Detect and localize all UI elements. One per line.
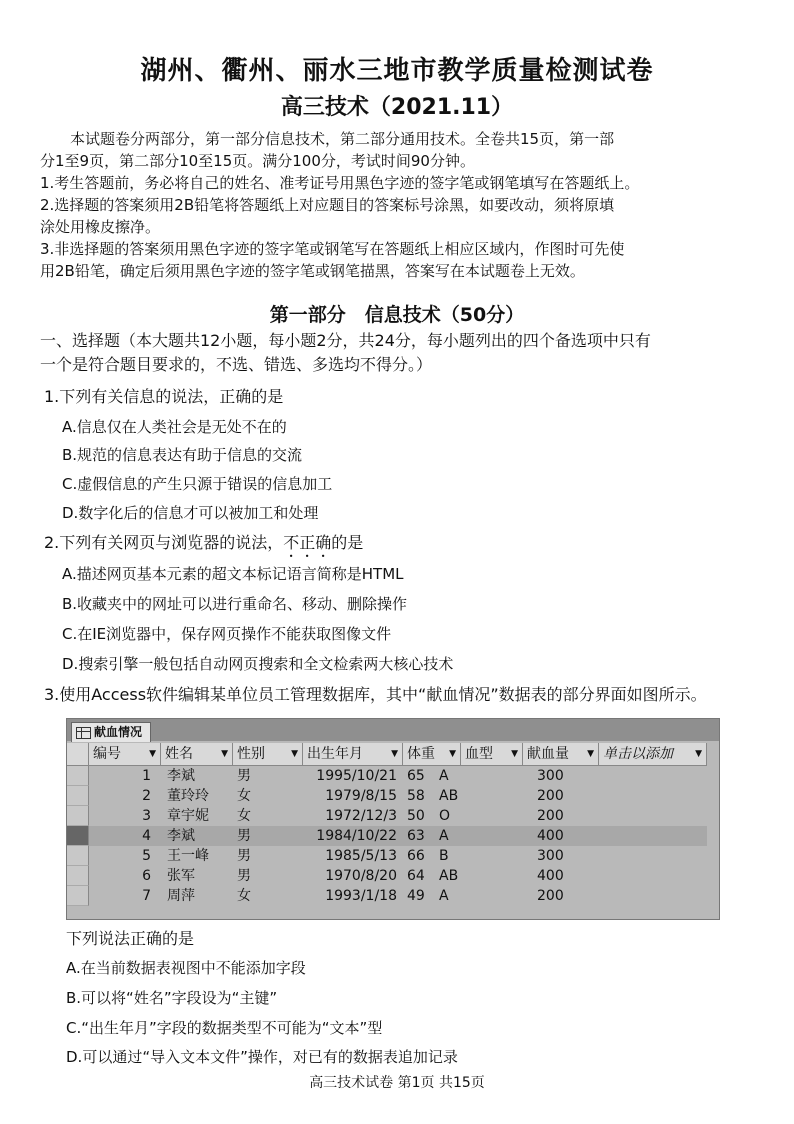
cell-amount[interactable]: 300	[537, 768, 564, 784]
question-2-option-a: A.描述网页基本元素的超文本标记语言简称是HTML	[62, 565, 404, 583]
access-datasheet-window	[66, 718, 720, 920]
column-header-label: 献血量	[527, 746, 569, 762]
cell-birth[interactable]: 1979/8/15	[325, 788, 397, 804]
dropdown-arrow-icon[interactable]: ▼	[511, 749, 518, 759]
select-all-corner[interactable]	[67, 743, 89, 765]
cell-weight[interactable]: 64	[407, 868, 425, 884]
dropdown-arrow-icon[interactable]: ▼	[449, 749, 456, 759]
cell-blood-type[interactable]: A	[439, 828, 449, 844]
cell-birth[interactable]: 1985/5/13	[325, 848, 397, 864]
question-1-option-b: B.规范的信息表达有助于信息的交流	[62, 446, 303, 464]
instruction-line: 涂处用橡皮擦净。	[40, 218, 161, 236]
column-header-blood-type[interactable]	[461, 743, 523, 765]
dropdown-arrow-icon[interactable]: ▼	[291, 749, 298, 759]
cell-blood-type[interactable]: A	[439, 768, 449, 784]
table-row[interactable]	[67, 786, 707, 806]
cell-id[interactable]: 7	[142, 888, 151, 904]
instruction-line: 分1至9页，第二部分10至15页。满分100分，考试时间90分钟。	[40, 152, 475, 170]
table-tab[interactable]	[71, 722, 151, 742]
column-header-row	[67, 743, 707, 766]
record-selector[interactable]	[67, 766, 89, 786]
question-2-option-d: D.搜索引擎一般包括自动网页搜索和全文检索两大核心技术	[62, 655, 454, 673]
question-2-emphasis: 不正确	[283, 533, 332, 552]
dropdown-arrow-icon[interactable]: ▼	[391, 749, 398, 759]
page-footer: 高三技术试卷 第1页 共15页	[309, 1075, 485, 1091]
question-3-option-d: D.可以通过“导入文本文件”操作，对已有的数据表追加记录	[66, 1048, 458, 1066]
cell-amount[interactable]: 400	[537, 828, 564, 844]
column-header-id[interactable]	[89, 743, 161, 765]
cell-amount[interactable]: 200	[537, 808, 564, 824]
column-header-label: 体重	[407, 746, 435, 762]
question-3-prompt: 下列说法正确的是	[66, 929, 195, 948]
cell-gender[interactable]: 男	[237, 848, 251, 864]
cell-gender[interactable]: 女	[237, 808, 251, 824]
column-header-label: 出生年月	[307, 746, 363, 762]
cell-blood-type[interactable]: O	[439, 808, 451, 824]
record-selector[interactable]	[67, 866, 89, 886]
instruction-line: 本试题卷分两部分，第一部分信息技术，第二部分通用技术。全卷共15页，第一部	[70, 130, 615, 148]
section-title: 第一部分 信息技术（50分）	[269, 304, 525, 326]
cell-blood-type[interactable]: AB	[439, 868, 459, 884]
column-header-label: 性别	[237, 746, 265, 762]
section-intro-line: 一、选择题（本大题共12小题，每小题2分，共24分，每小题列出的四个备选项中只有	[40, 331, 651, 350]
cell-weight[interactable]: 66	[407, 848, 425, 864]
cell-gender[interactable]: 男	[237, 828, 251, 844]
question-3-option-b: B.可以将“姓名”字段设为“主键”	[66, 989, 278, 1007]
table-row[interactable]	[67, 806, 707, 826]
dropdown-arrow-icon[interactable]: ▼	[221, 749, 228, 759]
column-header-name[interactable]	[161, 743, 233, 765]
question-1-stem: 1.下列有关信息的说法，正确的是	[44, 387, 284, 406]
table-row[interactable]	[67, 886, 707, 906]
cell-weight[interactable]: 58	[407, 788, 425, 804]
dropdown-arrow-icon[interactable]: ▼	[587, 749, 594, 759]
question-2-option-c: C.在IE浏览器中，保存网页操作不能获取图像文件	[62, 625, 392, 643]
cell-name[interactable]: 张军	[167, 868, 195, 884]
cell-birth[interactable]: 1995/10/21	[316, 768, 397, 784]
column-header-birth[interactable]	[303, 743, 403, 765]
question-3-stem: 3.使用Access软件编辑某单位员工管理数据库，其中“献血情况”数据表的部分界面如图所示。	[44, 685, 707, 704]
cell-birth[interactable]: 1972/12/3	[325, 808, 397, 824]
record-selector[interactable]	[67, 786, 89, 806]
question-2-stem-text: 2.下列有关网页与浏览器的说法，	[44, 533, 284, 552]
cell-birth[interactable]: 1984/10/22	[316, 828, 397, 844]
cell-amount[interactable]: 300	[537, 848, 564, 864]
cell-name[interactable]: 李斌	[167, 768, 195, 784]
record-selector[interactable]	[67, 806, 89, 826]
table-tab-label: 献血情况	[94, 725, 143, 739]
table-row[interactable]	[67, 826, 707, 846]
question-2-stem-tail: 的是	[331, 533, 364, 552]
column-header-gender[interactable]	[233, 743, 303, 765]
cell-gender[interactable]: 男	[237, 768, 251, 784]
instruction-line: 1.考生答题前，务必将自己的姓名、准考证号用黑色字迹的签字笔或钢笔填写在答题纸上。	[40, 174, 640, 192]
exam-subtitle: 高三技术（2021.11）	[280, 95, 514, 120]
column-header-add-field[interactable]	[599, 743, 707, 765]
cell-gender[interactable]: 男	[237, 868, 251, 884]
cell-blood-type[interactable]: B	[439, 848, 449, 864]
question-3-option-a: A.在当前数据表视图中不能添加字段	[66, 959, 306, 977]
table-row[interactable]	[67, 866, 707, 886]
column-header-amount[interactable]	[523, 743, 599, 765]
question-2-option-b: B.收藏夹中的网址可以进行重命名、移动、删除操作	[62, 595, 408, 613]
cell-name[interactable]: 董玲玲	[167, 788, 209, 804]
column-header-label: 编号	[93, 746, 121, 762]
cell-id[interactable]: 5	[142, 848, 151, 864]
cell-blood-type[interactable]: AB	[439, 788, 459, 804]
cell-id[interactable]: 6	[142, 868, 151, 884]
record-selector[interactable]	[67, 886, 89, 906]
cell-id[interactable]: 2	[142, 788, 151, 804]
cell-name[interactable]: 章宇妮	[167, 808, 209, 824]
cell-weight[interactable]: 50	[407, 808, 425, 824]
column-header-label: 姓名	[165, 746, 193, 762]
cell-amount[interactable]: 200	[537, 888, 564, 904]
question-1-option-c: C.虚假信息的产生只源于错误的信息加工	[62, 475, 333, 493]
question-3-option-c: C.“出生年月”字段的数据类型不可能为“文本”型	[66, 1019, 383, 1037]
section-intro-line: 一个是符合题目要求的，不选、错选、多选均不得分。）	[40, 355, 433, 374]
table-row[interactable]	[67, 766, 707, 786]
instruction-line: 用2B铅笔，确定后须用黑色字迹的签字笔或钢笔描黑，答案写在本试题卷上无效。	[40, 262, 585, 280]
table-row[interactable]	[67, 846, 707, 866]
cell-name[interactable]: 周萍	[167, 888, 195, 904]
cell-birth[interactable]: 1970/8/20	[325, 868, 397, 884]
cell-id[interactable]: 1	[142, 768, 151, 784]
cell-id[interactable]: 4	[142, 828, 151, 844]
cell-amount[interactable]: 400	[537, 868, 564, 884]
dropdown-arrow-icon[interactable]: ▼	[695, 749, 702, 759]
cell-birth[interactable]: 1993/1/18	[325, 888, 397, 904]
column-header-weight[interactable]	[403, 743, 461, 765]
column-header-label: 血型	[465, 746, 493, 762]
exam-title: 湖州、衢州、丽水三地市教学质量检测试卷	[140, 56, 654, 86]
record-selector[interactable]	[67, 846, 89, 866]
instruction-line: 3.非选择题的答案须用黑色字迹的签字笔或钢笔写在答题纸上相应区域内，作图时可先使	[40, 240, 625, 258]
cell-name[interactable]: 王一峰	[167, 848, 209, 864]
table-icon	[76, 727, 91, 739]
question-1-option-a: A.信息仅在人类社会是无处不在的	[62, 418, 287, 436]
cell-blood-type[interactable]: A	[439, 888, 449, 904]
question-1-option-d: D.数字化后的信息才可以被加工和处理	[62, 504, 319, 522]
cell-name[interactable]: 李斌	[167, 828, 195, 844]
column-header-label: 单击以添加	[603, 746, 673, 762]
tab-bar	[67, 719, 719, 741]
cell-id[interactable]: 3	[142, 808, 151, 824]
cell-weight[interactable]: 63	[407, 828, 425, 844]
cell-weight[interactable]: 65	[407, 768, 425, 784]
cell-weight[interactable]: 49	[407, 888, 425, 904]
cell-amount[interactable]: 200	[537, 788, 564, 804]
instruction-line: 2.选择题的答案须用2B铅笔将答题纸上对应题目的答案标号涂黑，如要改动，须将原填	[40, 196, 615, 214]
dropdown-arrow-icon[interactable]: ▼	[149, 749, 156, 759]
cell-gender[interactable]: 女	[237, 788, 251, 804]
record-selector[interactable]	[67, 826, 89, 846]
cell-gender[interactable]: 女	[237, 888, 251, 904]
question-2-stem	[44, 532, 363, 561]
